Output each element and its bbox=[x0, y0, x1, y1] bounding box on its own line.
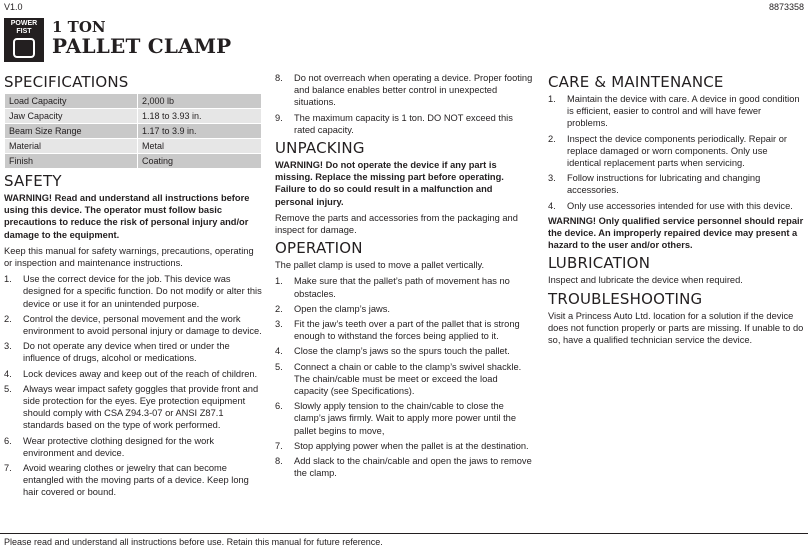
list-item bbox=[4, 313, 262, 337]
list-item bbox=[4, 383, 262, 432]
item-number: 3. bbox=[275, 319, 283, 330]
footer-note: Please read and understand all instructions before use. Retain this manual for future reference. bbox=[0, 533, 808, 547]
list-item bbox=[275, 361, 533, 398]
spec-key: Beam Size Range bbox=[5, 124, 138, 139]
lubrication-text: Inspect and lubricate the device when required. bbox=[548, 275, 743, 286]
logo-text-1: POWER bbox=[10, 20, 38, 27]
list-item bbox=[275, 455, 533, 479]
item-text: Lock devices away and keep out of the reach of children. bbox=[23, 368, 258, 379]
product-title: PALLET CLAMP bbox=[52, 34, 232, 58]
table-row bbox=[5, 124, 262, 139]
unpacking-heading: UNPACKING bbox=[275, 139, 365, 158]
troubleshooting-heading: TROUBLESHOOTING bbox=[548, 289, 703, 308]
logo-text-2: FIST bbox=[16, 28, 32, 35]
item-number: 2. bbox=[275, 303, 283, 314]
item-text: Wear protective clothing designed for the work environment and device. bbox=[23, 435, 215, 458]
item-text: Do not operate any device when tired or under the influence of drugs, alcohol or medications. bbox=[23, 341, 230, 364]
item-number: 3. bbox=[4, 341, 12, 352]
care-list bbox=[548, 93, 804, 212]
list-item bbox=[275, 303, 533, 315]
version-label: V1.0 bbox=[4, 2, 23, 12]
item-text: The maximum capacity is 1 ton. DO NOT exceed this rated capacity. bbox=[294, 112, 513, 135]
unpacking-text: Remove the parts and accessories from the packaging and inspect for damage. bbox=[275, 212, 518, 236]
table-row bbox=[5, 139, 262, 154]
list-item bbox=[548, 172, 804, 196]
column-3 bbox=[548, 70, 804, 350]
item-text: Only use accessories intended for use with this device. bbox=[567, 200, 793, 211]
column-1 bbox=[4, 70, 262, 502]
spec-key: Material bbox=[5, 139, 138, 154]
top-bar bbox=[4, 2, 804, 12]
list-item bbox=[4, 368, 262, 380]
item-number: 9. bbox=[275, 112, 283, 123]
list-item bbox=[548, 93, 804, 130]
item-text: Avoid wearing clothes or jewelry that can become entangled with the moving parts of a device. Keep long hair covered or bound. bbox=[23, 463, 249, 498]
operation-heading: OPERATION bbox=[275, 239, 363, 258]
spec-value: 1.18 to 3.93 in. bbox=[138, 109, 262, 124]
item-number: 2. bbox=[4, 313, 12, 324]
item-number: 2. bbox=[548, 133, 556, 144]
operation-intro: The pallet clamp is used to move a pallet vertically. bbox=[275, 260, 485, 271]
table-row bbox=[5, 94, 262, 109]
specifications-table bbox=[4, 93, 262, 169]
operation-list bbox=[275, 275, 533, 479]
item-number: 1. bbox=[4, 274, 12, 285]
spec-value: Coating bbox=[138, 154, 262, 169]
care-warning: WARNING! Only qualified service personnel should repair the device. An improperly repaired device may present a hazard to the user and/or others. bbox=[548, 215, 804, 251]
item-text: Connect a chain or cable to the clamp’s swivel shackle. The chain/cable must be meet or exceed the load capacity (see Specifications). bbox=[294, 361, 522, 397]
list-item bbox=[548, 133, 804, 170]
item-text: Always wear impact safety goggles that provide front and side protection for the eyes. Eye protection equipment should comply with CSA Z94.3-07 or ANSI Z87.1 standards based on the type of work performed. bbox=[23, 383, 259, 431]
item-number: 5. bbox=[275, 361, 283, 372]
item-number: 1. bbox=[275, 276, 283, 287]
care-heading: CARE & MAINTENANCE bbox=[548, 73, 724, 91]
specifications-heading: SPECIFICATIONS bbox=[4, 73, 129, 91]
item-text: Stop applying power when the pallet is at the destination. bbox=[294, 440, 529, 451]
item-number: 8. bbox=[275, 456, 283, 467]
spec-value: 2,000 lb bbox=[138, 94, 262, 109]
spec-value: 1.17 to 3.9 in. bbox=[138, 124, 262, 139]
fist-icon bbox=[13, 38, 35, 58]
item-text: Close the clamp’s jaws so the spurs touch the pallet. bbox=[294, 346, 510, 357]
list-item bbox=[275, 275, 533, 299]
safety-intro: Keep this manual for safety warnings, precautions, operating or inspection and maintenance instructions. bbox=[4, 245, 254, 269]
spec-key: Finish bbox=[5, 154, 138, 169]
list-item bbox=[4, 340, 262, 364]
product-capacity-title: 1 TON bbox=[52, 18, 106, 36]
item-text: Make sure that the pallet’s path of movement has no obstacles. bbox=[294, 276, 510, 299]
item-number: 3. bbox=[548, 173, 556, 184]
safety-list bbox=[4, 273, 262, 498]
item-text: Control the device, personal movement and the work environment to avoid personal injury or damage to device. bbox=[23, 313, 262, 337]
list-item bbox=[275, 72, 533, 109]
safety-heading: SAFETY bbox=[4, 172, 62, 190]
item-number: 4. bbox=[548, 200, 556, 211]
list-item bbox=[275, 318, 533, 342]
item-text: Do not overreach when operating a device. Proper footing and balance enables better control in unexpected situations. bbox=[294, 73, 533, 108]
item-number: 5. bbox=[4, 383, 12, 394]
spec-value: Metal bbox=[138, 139, 262, 154]
item-number: 6. bbox=[4, 435, 12, 446]
item-text: Follow instructions for lubricating and changing accessories. bbox=[567, 173, 761, 196]
list-item bbox=[4, 435, 262, 459]
item-text: Add slack to the chain/cable and open the jaws to remove the clamp. bbox=[294, 456, 532, 479]
table-row bbox=[5, 154, 262, 169]
lubrication-heading: LUBRICATION bbox=[548, 254, 651, 273]
item-text: Open the clamp’s jaws. bbox=[294, 303, 390, 314]
list-item bbox=[275, 440, 533, 452]
table-row bbox=[5, 109, 262, 124]
item-text: Use the correct device for the job. This device was designed for a specific function. Do not modify or alter this device or use it for an unintended purpose. bbox=[23, 274, 262, 309]
spec-key: Jaw Capacity bbox=[5, 109, 138, 124]
item-number: 7. bbox=[4, 463, 12, 474]
safety-warning: WARNING! Read and understand all instructions before using this device. The operator must follow basic precautions to reduce the risk of personal injury and/or damage to the equipment. bbox=[4, 193, 250, 240]
list-item bbox=[275, 345, 533, 357]
item-text: Slowly apply tension to the chain/cable to close the clamp’s jaws firmly. Wait to apply more power until the pallet begins to move, bbox=[294, 401, 516, 436]
part-number: 8873358 bbox=[768, 2, 804, 12]
safety-list-continued bbox=[275, 72, 533, 136]
item-number: 4. bbox=[275, 346, 283, 357]
item-text: Fit the jaw’s teeth over a part of the pallet that is strong enough to withstand the forces being applied to it. bbox=[294, 319, 520, 342]
troubleshooting-text: Visit a Princess Auto Ltd. location for a solution if the device does not function properly or parts are missing. If unable to do so, have a qualified technician service the device. bbox=[548, 310, 804, 346]
item-number: 6. bbox=[275, 401, 283, 412]
item-number: 8. bbox=[275, 73, 283, 83]
list-item bbox=[275, 112, 533, 136]
brand-logo bbox=[4, 18, 44, 62]
item-text: Maintain the device with care. A device in good condition is efficient, easier to control and will have fewer problems. bbox=[567, 94, 800, 129]
item-number: 7. bbox=[275, 440, 283, 451]
spec-key: Load Capacity bbox=[5, 94, 138, 109]
item-number: 4. bbox=[4, 368, 12, 379]
list-item bbox=[275, 400, 533, 437]
column-2 bbox=[275, 72, 533, 482]
item-text: Inspect the device components periodically. Repair or replace damaged or worn components. Only use identical replacement parts when servicing. bbox=[567, 133, 787, 169]
list-item bbox=[4, 273, 262, 310]
item-number: 1. bbox=[548, 94, 556, 104]
list-item bbox=[4, 462, 262, 499]
unpacking-warning: WARNING! Do not operate the device if any part is missing. Replace the missing part before operating. Failure to do so could result in a malfunction and personal injury. bbox=[275, 160, 504, 207]
list-item bbox=[548, 200, 804, 212]
